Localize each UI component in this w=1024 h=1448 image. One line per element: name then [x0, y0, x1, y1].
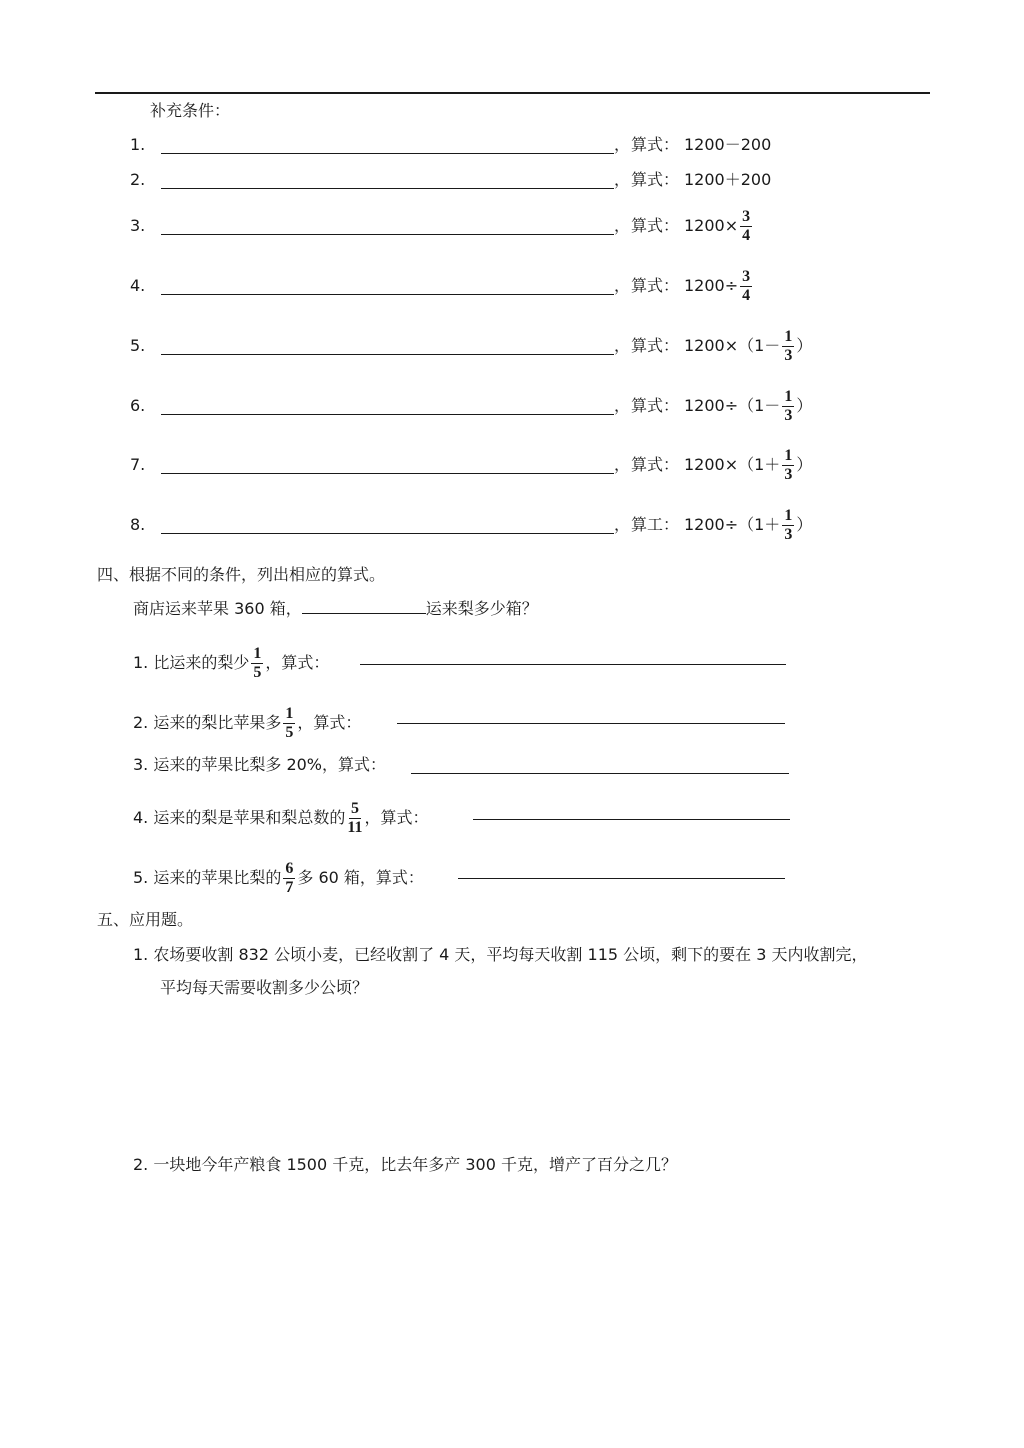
- formula: 1200＋200: [684, 170, 772, 189]
- comma: ，: [614, 276, 631, 295]
- item-number: 5.: [130, 336, 146, 355]
- answer-blank[interactable]: [161, 533, 614, 534]
- answer-blank[interactable]: [397, 723, 785, 724]
- answer-blank[interactable]: [161, 188, 614, 189]
- section-4-item: 3. 运来的苹果比梨多 20%，算式：: [133, 755, 387, 774]
- stem-blank[interactable]: [302, 599, 426, 614]
- comma: ，: [614, 336, 631, 355]
- fraction: $\frac{3}{4}$: [742, 208, 751, 244]
- answer-blank[interactable]: [411, 773, 789, 774]
- section-4-item: 4. 运来的梨是苹果和梨总数的 $\frac{5}{11}$ ，算式：: [133, 800, 429, 836]
- formula-label: 算式：: [631, 170, 680, 189]
- formula-label: 算式：: [631, 336, 680, 355]
- section-4-item: 1. 比运来的梨少 $\frac{1}{5}$ ，算式：: [133, 645, 330, 681]
- header-rule: [95, 92, 930, 94]
- formula-label: 算式：: [631, 396, 680, 415]
- answer-blank[interactable]: [458, 878, 785, 879]
- answer-blank[interactable]: [161, 354, 614, 355]
- formula: 1200× $\frac{3}{4}$: [684, 208, 751, 244]
- formula-label: 算式：: [631, 276, 680, 295]
- comma: ，: [614, 170, 631, 189]
- fraction: $\frac{1}{5}$: [285, 705, 294, 741]
- item-number: 4.: [130, 276, 146, 295]
- formula-label: 算式：: [631, 216, 680, 235]
- answer-blank[interactable]: [161, 294, 614, 295]
- fraction: $\frac{6}{7}$: [285, 860, 294, 896]
- answer-blank[interactable]: [473, 819, 790, 820]
- formula-label: 算式：: [631, 455, 680, 474]
- fraction: $\frac{1}{3}$: [784, 328, 793, 364]
- formula: 1200－200: [684, 135, 772, 154]
- item-number: 1.: [130, 135, 146, 154]
- comma: ，: [614, 396, 631, 415]
- answer-blank[interactable]: [161, 234, 614, 235]
- fraction: $\frac{1}{3}$: [784, 507, 793, 543]
- item-number: 6.: [130, 396, 146, 415]
- fraction: $\frac{1}{3}$: [784, 388, 793, 424]
- fraction: $\frac{1}{5}$: [253, 645, 262, 681]
- comma: ，: [614, 216, 631, 235]
- question-1-line-2: 平均每天需要收割多少公顷？: [160, 978, 369, 997]
- formula: 1200×（1－ $\frac{1}{3}$ ）: [684, 328, 813, 364]
- question-1-line-1: 1. 农场要收割 832 公顷小麦，已经收割了 4 天，平均每天收割 115 公顷，剩下的要在 3 天内收割完，: [133, 945, 868, 964]
- formula: 1200×（1＋ $\frac{1}{3}$ ）: [684, 447, 813, 483]
- fraction: $\frac{5}{11}$: [347, 800, 363, 836]
- supplement-title: 补充条件：: [150, 101, 231, 120]
- comma: ，: [614, 135, 631, 154]
- formula-label: 算工：: [631, 515, 680, 534]
- comma: ，: [614, 455, 631, 474]
- section-4-item: 5. 运来的苹果比梨的 $\frac{6}{7}$ 多 60 箱，算式：: [133, 860, 424, 896]
- fraction: $\frac{3}{4}$: [742, 268, 751, 304]
- answer-blank[interactable]: [360, 664, 786, 665]
- formula: 1200÷（1＋ $\frac{1}{3}$ ）: [684, 507, 813, 543]
- item-number: 3.: [130, 216, 146, 235]
- answer-blank[interactable]: [161, 473, 614, 474]
- formula-label: 算式：: [631, 135, 680, 154]
- section-4-stem: 商店运来苹果 360 箱， 运来梨多少箱？: [133, 599, 538, 618]
- item-number: 2.: [130, 170, 146, 189]
- formula: 1200÷ $\frac{3}{4}$: [684, 268, 751, 304]
- item-number: 8.: [130, 515, 146, 534]
- section-4-heading: 四、根据不同的条件，列出相应的算式。: [97, 565, 386, 584]
- section-5-heading: 五、应用题。: [97, 910, 194, 929]
- item-number: 7.: [130, 455, 146, 474]
- question-2: 2. 一块地今年产粮食 1500 千克，比去年多产 300 千克，增产了百分之几？: [133, 1155, 677, 1174]
- answer-blank[interactable]: [161, 414, 614, 415]
- answer-blank[interactable]: [161, 153, 614, 154]
- comma: ，: [614, 515, 631, 534]
- formula: 1200÷（1－ $\frac{1}{3}$ ）: [684, 388, 813, 424]
- fraction: $\frac{1}{3}$: [784, 447, 793, 483]
- section-4-item: 2. 运来的梨比苹果多 $\frac{1}{5}$ ，算式：: [133, 705, 362, 741]
